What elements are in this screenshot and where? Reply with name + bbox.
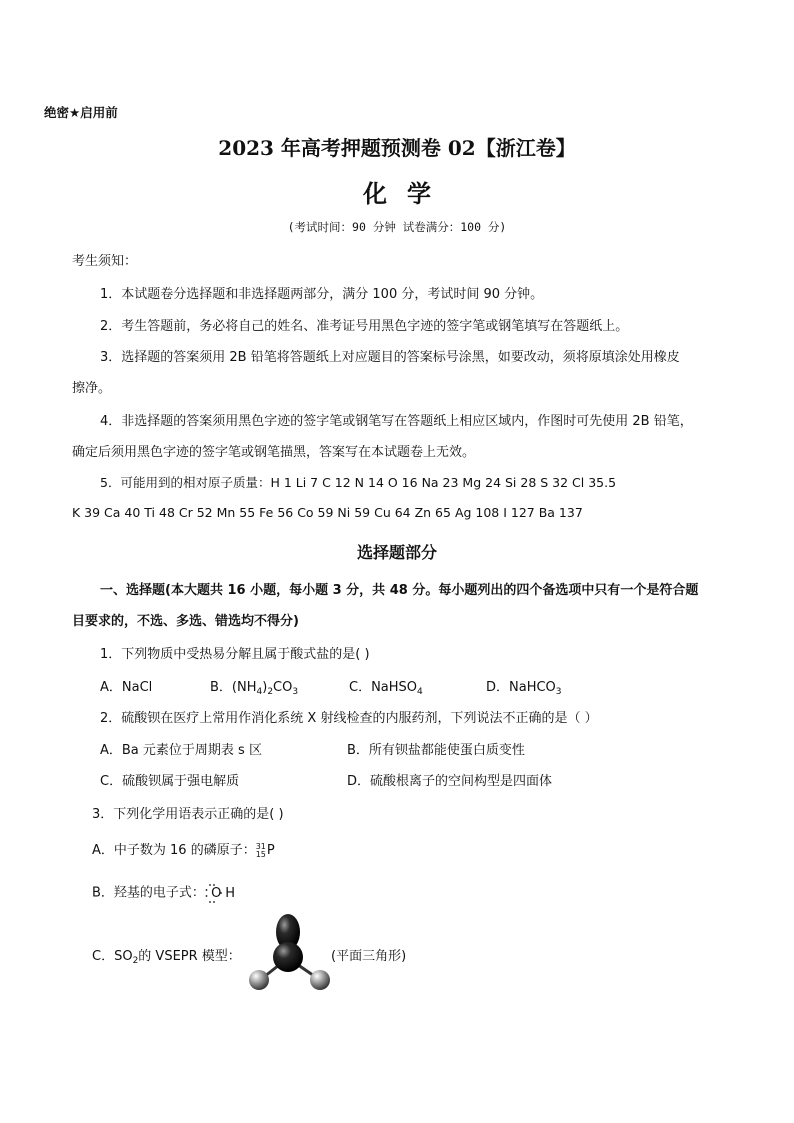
confidential-mark: 绝密★启用前 <box>44 105 118 120</box>
nuclide-notation: 31 15 <box>255 841 266 859</box>
q2-option-b: B．所有钡盐都能使蛋白质变性 <box>347 743 525 758</box>
notice-item-3-cont: 擦净。 <box>72 381 112 396</box>
q1-stem: 1．下列物质中受热易分解且属于酸式盐的是( ) <box>100 647 370 662</box>
section-title: 选择题部分 <box>356 543 437 562</box>
exam-title: 2023 年高考押题预测卷 02【浙江卷】 <box>218 136 576 160</box>
q3-option-c-note: (平面三角形) <box>331 949 407 964</box>
subject-title: 化学 <box>363 180 451 208</box>
outer-atom-right <box>310 970 330 990</box>
notice-heading: 考生须知： <box>72 254 138 269</box>
central-atom <box>273 942 303 972</box>
section-instructions-cont: 目要求的，不选、多选、错选均不得分) <box>72 614 299 629</box>
q2-option-a: A．Ba 元素位于周期表 s 区 <box>100 743 262 758</box>
notice-item-5-cont: K 39 Ca 40 Ti 48 Cr 52 Mn 55 Fe 56 Co 59 Ni 59 Cu 64 Zn 65 Ag 108 I 127 Ba 137 <box>72 505 583 520</box>
outer-atom-left <box>249 970 269 990</box>
vsepr-model-icon <box>240 910 336 996</box>
notice-item-5: 5．可能用到的相对原子质量：H 1 Li 7 C 12 N 14 O 16 Na 23 Mg 24 Si 28 S 32 Cl 35.5 <box>100 475 617 490</box>
notice-item-1: 1．本试题卷分选择题和非选择题两部分，满分 100 分，考试时间 90 分钟。 <box>100 287 544 302</box>
q2-option-d: D．硫酸根离子的空间构型是四面体 <box>347 774 553 789</box>
notice-item-4: 4．非选择题的答案须用黑色字迹的签字笔或钢笔写在答题纸上相应区域内，作图时可先使用 2B 铅笔， <box>100 414 693 429</box>
q1-option-c: C．NaHSO$_4$ <box>349 680 423 697</box>
q1-option-d: D．NaHCO$_3$ <box>486 680 562 697</box>
q2-option-c: C．硫酸钡属于强电解质 <box>100 774 240 789</box>
q3-option-a: A．中子数为 16 的磷原子：31 15P <box>92 841 275 859</box>
notice-item-3: 3．选择题的答案须用 2B 铅笔将答题纸上对应题目的答案标号涂黑，如要改动，须将原填涂处用橡皮 <box>100 350 680 365</box>
q2-stem: 2．硫酸钡在医疗上常用作消化系统 X 射线检查的内服药剂，下列说法不正确的是（ ） <box>100 711 598 726</box>
q3-option-b: B．羟基的电子式： O H <box>92 880 269 906</box>
exam-time-info: (考试时间：90 分钟 试卷满分：100 分) <box>287 220 507 234</box>
notice-item-4-cont: 确定后须用黑色字迹的签字笔或钢笔描黑，答案写在本试题卷上无效。 <box>72 445 476 460</box>
q1-option-a: A．NaCl <box>100 680 153 695</box>
q3-option-c: C．$SO_2$的 VSEPR 模型： <box>92 949 241 966</box>
q3-stem: 3．下列化学用语表示正确的是( ) <box>92 807 284 822</box>
notice-item-2: 2．考生答题前，务必将自己的姓名、准考证号用黑色字迹的签字笔或钢笔填写在答题纸上。 <box>100 319 629 334</box>
q1-option-b: B．$(NH_4)_2CO_3$ <box>210 680 299 697</box>
section-instructions: 一、选择题(本大题共 16 小题，每小题 3 分，共 48 分。每小题列出的四个备选项中只有一个是符合题 <box>100 583 699 598</box>
